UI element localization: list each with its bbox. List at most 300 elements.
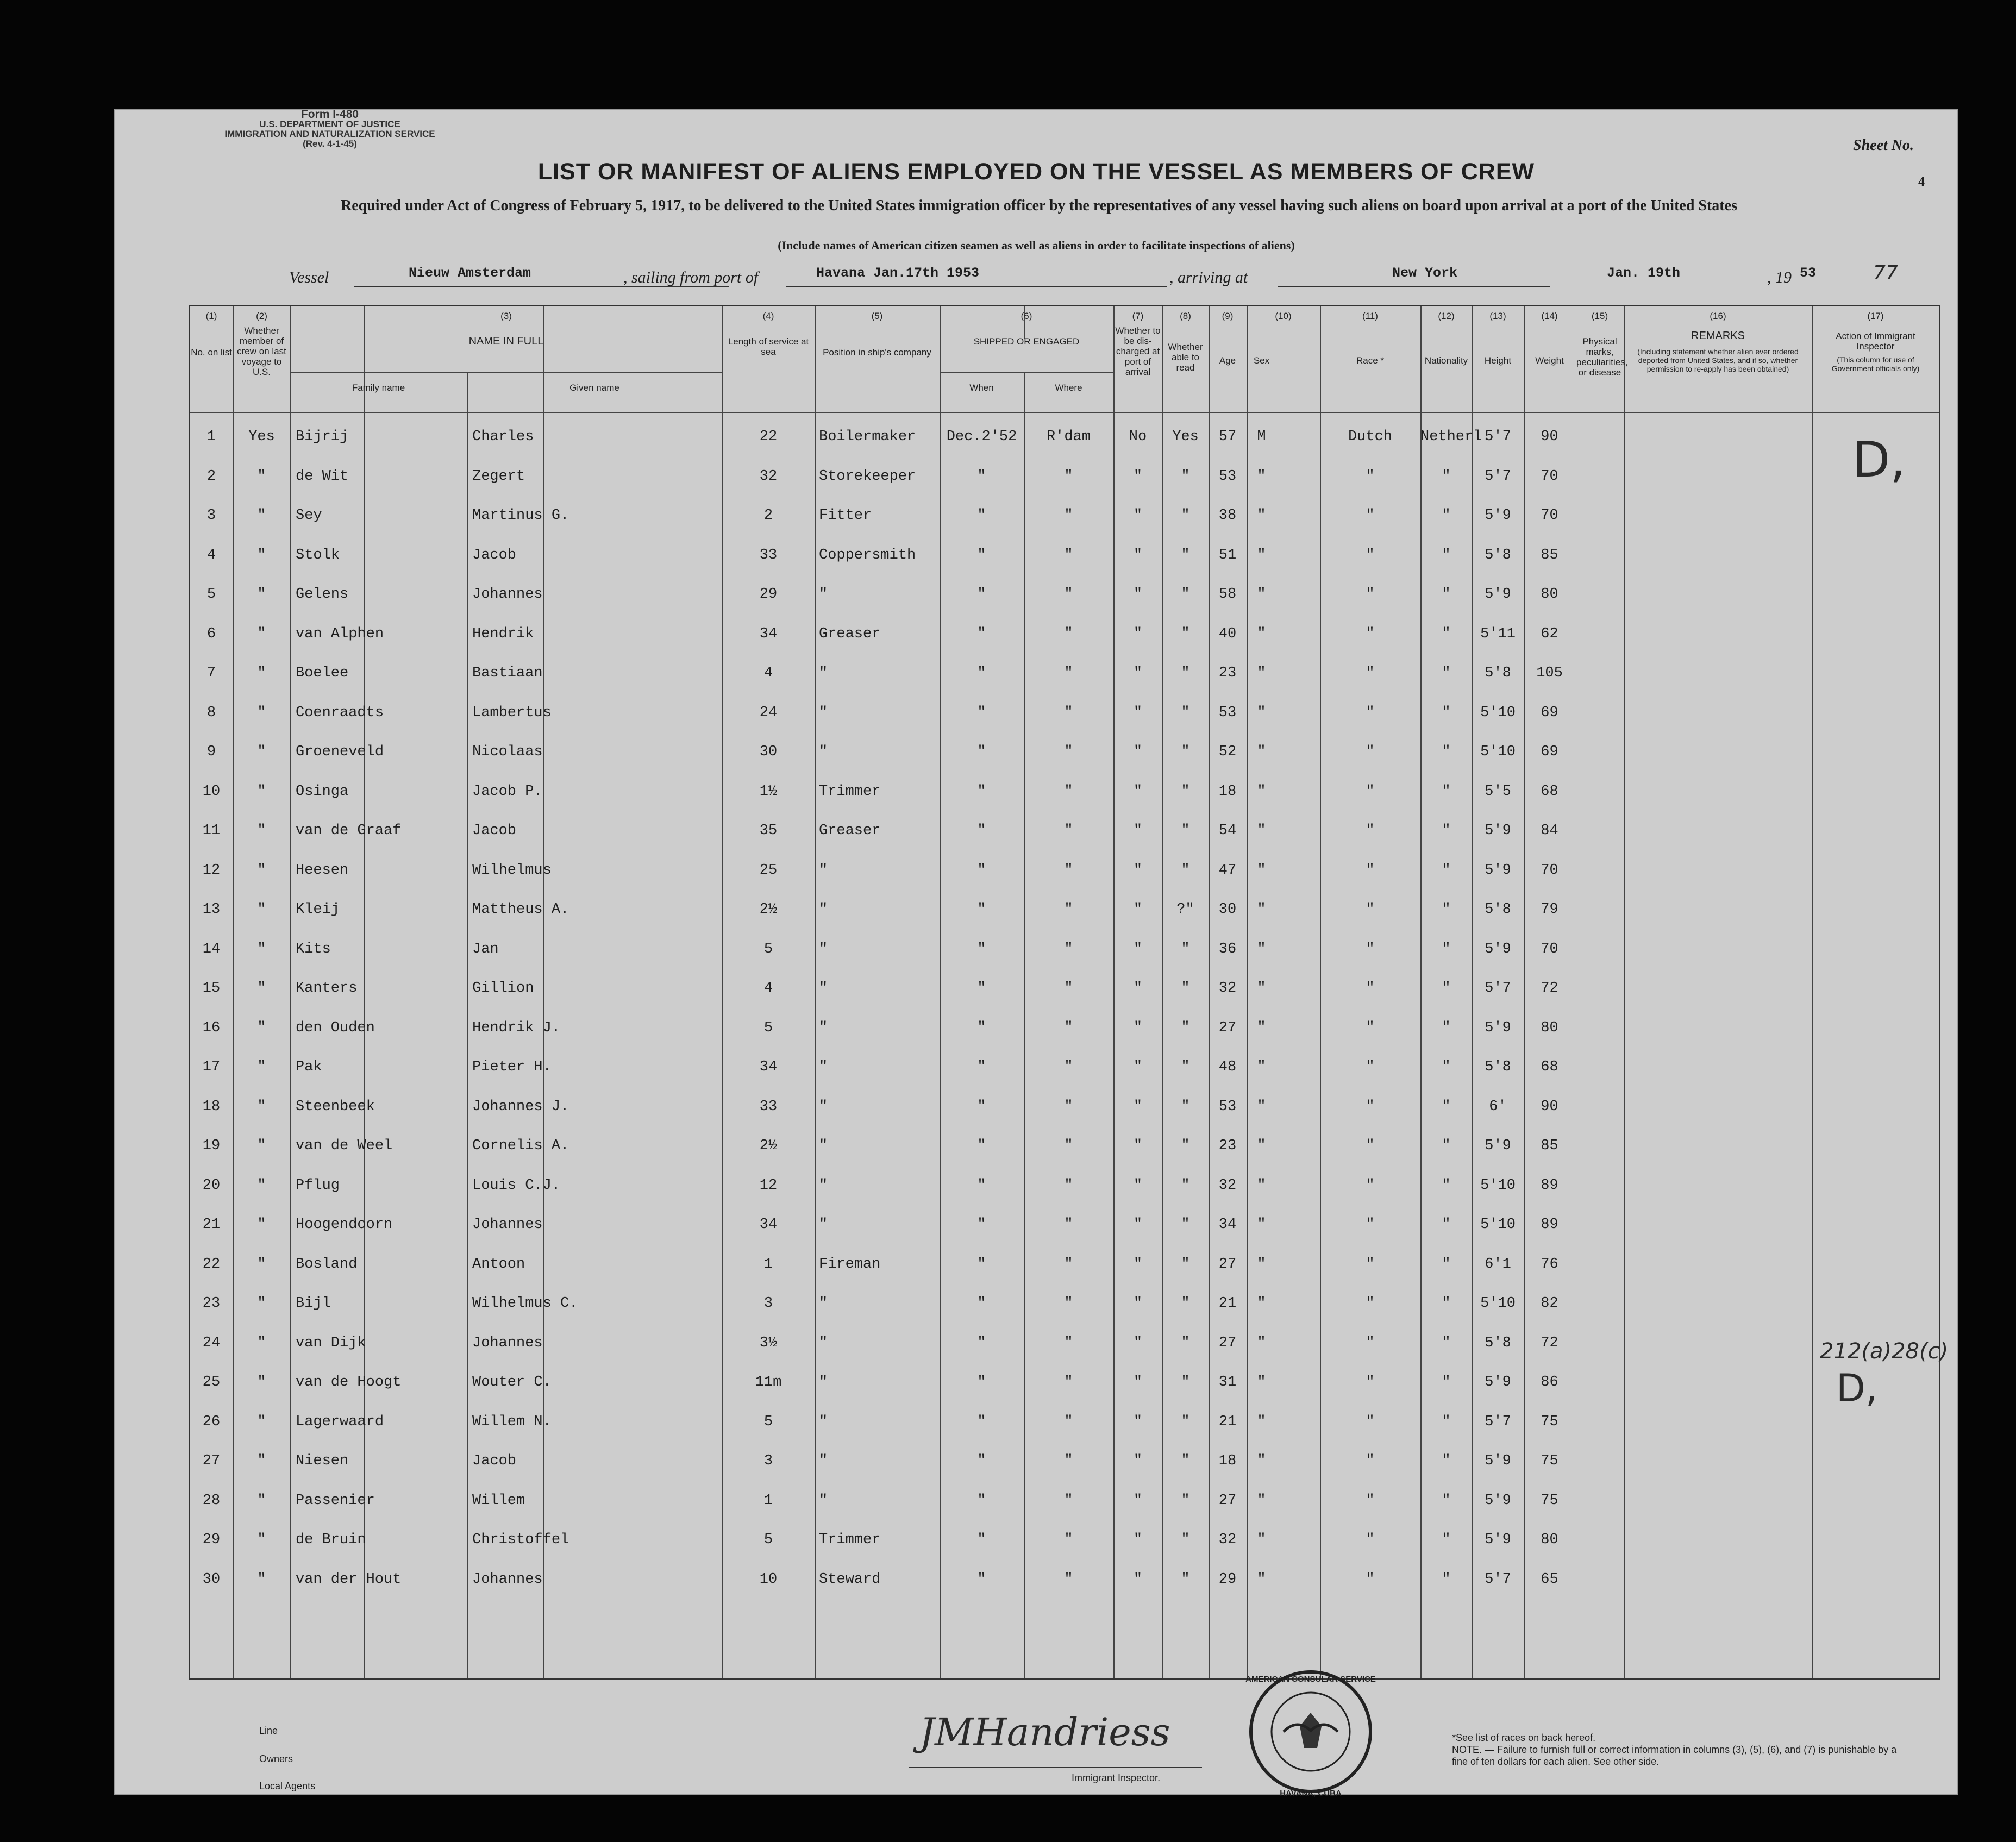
- cell-position: ": [819, 1059, 828, 1075]
- cell-family: Steenbeek: [296, 1098, 375, 1115]
- cell-weight: 72: [1541, 980, 1558, 997]
- cell-prev: ": [257, 625, 266, 642]
- cell-no: 27: [202, 1453, 221, 1469]
- cell-where: R'dam: [1046, 429, 1091, 445]
- table-row: [190, 1048, 1939, 1087]
- cell-service: 29: [759, 586, 778, 603]
- cell-race: ": [1366, 1256, 1375, 1273]
- cell-given: Mattheus A.: [472, 901, 569, 918]
- cell-discharge: ": [1133, 508, 1143, 524]
- cell-given: Jacob: [472, 1453, 517, 1469]
- cell-discharge: ": [1133, 1571, 1143, 1588]
- cell-race: ": [1366, 1492, 1375, 1509]
- cell-discharge: ": [1133, 823, 1143, 839]
- cell-position: ": [819, 744, 828, 760]
- cell-when: ": [977, 625, 986, 642]
- cell-given: Lambertus: [472, 704, 552, 721]
- cell-read: ": [1181, 1256, 1190, 1273]
- cell-position: Trimmer: [819, 1532, 881, 1548]
- cell-no: 14: [202, 941, 221, 957]
- cell-prev: ": [257, 1492, 266, 1509]
- cell-race: ": [1366, 862, 1375, 879]
- cell-service: 35: [759, 823, 778, 839]
- cell-read: ": [1181, 1532, 1190, 1548]
- cell-position: Fitter: [819, 508, 872, 524]
- arrival-year: 53: [1800, 265, 1817, 281]
- cell-height: 5'9: [1485, 1138, 1511, 1154]
- cell-where: ": [1064, 1059, 1073, 1075]
- document-title: LIST OR MANIFEST OF ALIENS EMPLOYED ON THE VESSEL AS MEMBERS OF CREW: [537, 159, 1535, 185]
- cell-sex: ": [1257, 1334, 1266, 1351]
- cell-sex: ": [1257, 1413, 1266, 1430]
- cell-discharge: ": [1133, 901, 1143, 918]
- col-15-number: (15): [1591, 311, 1608, 321]
- table-row: [190, 1088, 1939, 1127]
- cell-when: ": [977, 1295, 986, 1312]
- cell-prev: ": [257, 1098, 266, 1115]
- cell-given: Louis C.J.: [472, 1177, 561, 1194]
- cell-weight: 70: [1541, 508, 1558, 524]
- cell-family: van de Hoogt: [296, 1374, 402, 1390]
- cell-read: ": [1181, 1295, 1190, 1312]
- cell-age: 32: [1218, 1532, 1237, 1548]
- cell-where: ": [1064, 1492, 1073, 1509]
- cell-weight: 68: [1541, 1059, 1558, 1075]
- cell-race: ": [1366, 1059, 1375, 1075]
- handwritten-action-mark: D,: [1836, 1366, 1878, 1411]
- cell-nat: ": [1442, 1374, 1451, 1390]
- cell-where: ": [1064, 508, 1073, 524]
- cell-discharge: ": [1133, 468, 1143, 485]
- cell-weight: 70: [1541, 941, 1558, 957]
- cell-age: 23: [1218, 665, 1237, 681]
- cell-race: ": [1366, 1413, 1375, 1430]
- cell-discharge: ": [1133, 1019, 1143, 1036]
- cell-sex: ": [1257, 1492, 1266, 1509]
- cell-nat: ": [1442, 1138, 1451, 1154]
- col-age: Age: [1219, 355, 1236, 366]
- cell-where: ": [1064, 468, 1073, 485]
- cell-given: Antoon: [472, 1256, 525, 1273]
- cell-where: ": [1064, 1453, 1073, 1469]
- cell-read: ": [1181, 1453, 1190, 1469]
- cell-where: ": [1064, 586, 1073, 603]
- cell-service: 3: [763, 1453, 773, 1469]
- table-row: [190, 1521, 1939, 1560]
- cell-given: Wilhelmus C.: [472, 1295, 578, 1312]
- cell-given: Jacob: [472, 547, 517, 563]
- cell-discharge: ": [1133, 1334, 1143, 1351]
- cell-weight: 82: [1541, 1295, 1558, 1312]
- cell-race: ": [1366, 980, 1375, 997]
- cell-no: 13: [202, 901, 221, 918]
- col-no-on-list: No. on list: [191, 347, 232, 358]
- cell-no: 12: [202, 862, 221, 879]
- cell-prev: ": [257, 1334, 266, 1351]
- cell-weight: 70: [1541, 468, 1558, 485]
- cell-nat: ": [1442, 823, 1451, 839]
- cell-service: 1: [763, 1256, 773, 1273]
- cell-nat: ": [1442, 941, 1451, 957]
- col-4-number: (4): [762, 311, 774, 321]
- cell-age: 57: [1218, 429, 1237, 445]
- cell-no: 28: [202, 1492, 221, 1509]
- cell-age: 53: [1218, 704, 1237, 721]
- form-number: Form I-480: [300, 108, 359, 121]
- col-length-of-service: Length of service at sea: [728, 336, 809, 357]
- cell-prev: ": [257, 1059, 266, 1075]
- cell-race: ": [1366, 704, 1375, 721]
- cell-height: 5'9: [1485, 862, 1511, 879]
- cell-sex: ": [1257, 1019, 1266, 1036]
- cell-given: Martinus G.: [472, 508, 569, 524]
- cell-no: 16: [202, 1019, 221, 1036]
- cell-position: ": [819, 665, 828, 681]
- cell-given: Willem N.: [472, 1413, 552, 1430]
- cell-sex: ": [1257, 1256, 1266, 1273]
- cell-service: 5: [763, 1019, 773, 1036]
- cell-height: 5'9: [1485, 823, 1511, 839]
- cell-where: ": [1064, 1138, 1073, 1154]
- cell-nat: ": [1442, 1098, 1451, 1115]
- cell-height: 6': [1489, 1098, 1507, 1115]
- cell-sex: ": [1257, 586, 1266, 603]
- cell-position: Fireman: [819, 1256, 881, 1273]
- cell-discharge: ": [1133, 744, 1143, 760]
- cell-nat: Netherl.: [1420, 429, 1491, 445]
- cell-family: Pak: [296, 1059, 322, 1075]
- col-weight: Weight: [1535, 355, 1564, 366]
- cell-race: ": [1366, 744, 1375, 760]
- arrival-date: Jan. 19th: [1607, 265, 1681, 281]
- cell-family: Kanters: [296, 980, 358, 997]
- cell-height: 5'10: [1480, 744, 1516, 760]
- cell-weight: 86: [1541, 1374, 1558, 1390]
- cell-read: ": [1181, 468, 1190, 485]
- cell-service: 11m: [755, 1374, 782, 1390]
- cell-where: ": [1064, 1295, 1073, 1312]
- cell-weight: 84: [1541, 823, 1558, 839]
- col-3-number: (3): [500, 311, 512, 321]
- arrival-port: New York: [1392, 265, 1458, 281]
- cell-read: ": [1181, 980, 1190, 997]
- cell-age: 30: [1218, 901, 1237, 918]
- cell-nat: ": [1442, 1256, 1451, 1273]
- cell-service: 34: [759, 1217, 778, 1233]
- cell-when: ": [977, 980, 986, 997]
- cell-no: 19: [202, 1138, 221, 1154]
- arriving-label: , arriving at: [1169, 268, 1248, 286]
- cell-height: 5'11: [1480, 625, 1516, 642]
- cell-nat: ": [1442, 901, 1451, 918]
- cell-weight: 69: [1541, 704, 1558, 721]
- cell-weight: 68: [1541, 783, 1558, 800]
- cell-age: 48: [1218, 1059, 1237, 1075]
- col-1-number: (1): [205, 311, 217, 321]
- cell-prev: ": [257, 783, 266, 800]
- col-13-number: (13): [1489, 311, 1506, 321]
- cell-discharge: ": [1133, 1374, 1143, 1390]
- cell-discharge: ": [1133, 547, 1143, 563]
- cell-nat: ": [1442, 586, 1451, 603]
- cell-position: Storekeeper: [819, 468, 916, 485]
- col-shipped-engaged: SHIPPED OR ENGAGED: [973, 336, 1080, 347]
- cell-given: Charles: [472, 429, 534, 445]
- cell-where: ": [1064, 1413, 1073, 1430]
- cell-family: de Bruin: [296, 1532, 366, 1548]
- cell-nat: ": [1442, 1295, 1451, 1312]
- cell-nat: ": [1442, 625, 1451, 642]
- cell-no: 21: [202, 1217, 221, 1233]
- cell-no: 6: [206, 625, 216, 642]
- cell-age: 18: [1218, 1453, 1237, 1469]
- cell-weight: 80: [1541, 1532, 1558, 1548]
- form-identifier: [189, 110, 471, 149]
- cell-nat: ": [1442, 862, 1451, 879]
- cell-given: Jacob P.: [472, 783, 543, 800]
- cell-position: ": [819, 704, 828, 721]
- sheet-number: 4: [1918, 175, 1925, 189]
- cell-where: ": [1064, 1098, 1073, 1115]
- col-when: When: [969, 383, 994, 393]
- col-16-number: (16): [1710, 311, 1726, 321]
- cell-service: 3: [763, 1295, 773, 1312]
- cell-height: 5'8: [1485, 1059, 1511, 1075]
- cell-prev: ": [257, 468, 266, 485]
- table-row: [190, 930, 1939, 969]
- col-action-note: (This column for use of Government officials only): [1831, 355, 1920, 373]
- cell-position: Coppersmith: [819, 547, 916, 563]
- cell-race: ": [1366, 468, 1375, 485]
- cell-prev: ": [257, 1571, 266, 1588]
- cell-family: Groeneveld: [296, 744, 384, 760]
- cell-service: 1½: [759, 783, 778, 800]
- cell-weight: 90: [1541, 1098, 1558, 1115]
- cell-when: ": [977, 468, 986, 485]
- cell-discharge: ": [1133, 980, 1143, 997]
- cell-given: Johannes: [472, 1334, 543, 1351]
- cell-race: ": [1366, 1453, 1375, 1469]
- cell-read: ": [1181, 1098, 1190, 1115]
- consular-stamp: [1245, 1666, 1376, 1797]
- col-previous-voyage: Whether member of crew on last voyage to U.S.: [237, 325, 286, 377]
- cell-height: 5'10: [1480, 704, 1516, 721]
- cell-prev: ": [257, 1532, 266, 1548]
- cell-race: ": [1366, 508, 1375, 524]
- cell-nat: ": [1442, 1532, 1451, 1548]
- cell-height: 5'9: [1485, 1492, 1511, 1509]
- cell-nat: ": [1442, 1217, 1451, 1233]
- cell-height: 5'9: [1485, 941, 1511, 957]
- cell-nat: ": [1442, 508, 1451, 524]
- cell-read: ": [1181, 586, 1190, 603]
- cell-where: ": [1064, 625, 1073, 642]
- col-sex: Sex: [1253, 355, 1270, 366]
- cell-position: ": [819, 1177, 828, 1194]
- cell-service: 30: [759, 744, 778, 760]
- cell-family: van der Hout: [296, 1571, 402, 1588]
- cell-age: 34: [1218, 1217, 1237, 1233]
- cell-read: ": [1181, 1374, 1190, 1390]
- table-row: [190, 497, 1939, 536]
- cell-nat: ": [1442, 1453, 1451, 1469]
- cell-position: ": [819, 1374, 828, 1390]
- cell-position: ": [819, 1019, 828, 1036]
- cell-height: 5'10: [1480, 1217, 1516, 1233]
- cell-sex: ": [1257, 901, 1266, 918]
- cell-position: ": [819, 1453, 828, 1469]
- cell-when: ": [977, 1532, 986, 1548]
- table-row: [190, 654, 1939, 693]
- cell-when: ": [977, 586, 986, 603]
- cell-when: ": [977, 1019, 986, 1036]
- cell-when: ": [977, 862, 986, 879]
- cell-family: Kleij: [296, 901, 340, 918]
- table-row: [190, 1167, 1939, 1206]
- cell-prev: ": [257, 1138, 266, 1154]
- vessel-label: Vessel: [289, 268, 329, 286]
- cell-height: 5'7: [1485, 1571, 1511, 1588]
- table-row: [190, 1403, 1939, 1442]
- table-row: [190, 1482, 1939, 1521]
- cell-sex: M: [1257, 429, 1266, 445]
- crew-table: [189, 305, 1949, 1680]
- cell-no: 11: [202, 823, 221, 839]
- cell-when: ": [977, 941, 986, 957]
- cell-discharge: ": [1133, 1217, 1143, 1233]
- cell-discharge: ": [1133, 783, 1143, 800]
- cell-no: 8: [206, 704, 216, 721]
- cell-age: 36: [1218, 941, 1237, 957]
- cell-service: 4: [763, 980, 773, 997]
- cell-when: ": [977, 1413, 986, 1430]
- cell-family: Kits: [296, 941, 331, 957]
- cell-nat: ": [1442, 783, 1451, 800]
- cell-prev: ": [257, 704, 266, 721]
- col-family-name: Family name: [352, 383, 405, 393]
- col-6-number: (6): [1020, 311, 1032, 321]
- cell-position: ": [819, 1492, 828, 1509]
- cell-prev: ": [257, 508, 266, 524]
- cell-discharge: ": [1133, 1492, 1143, 1509]
- cell-discharge: ": [1133, 1059, 1143, 1075]
- cell-height: 5'7: [1485, 429, 1511, 445]
- cell-position: Greaser: [819, 823, 881, 839]
- cell-sex: ": [1257, 1059, 1266, 1075]
- cell-prev: ": [257, 980, 266, 997]
- cell-family: Bosland: [296, 1256, 358, 1273]
- col-action-inspector: Action of Immigrant Inspector: [1836, 331, 1915, 352]
- cell-when: ": [977, 508, 986, 524]
- cell-age: 47: [1218, 862, 1237, 879]
- cell-no: 17: [202, 1059, 221, 1075]
- cell-weight: 62: [1541, 625, 1558, 642]
- cell-family: Bijl: [296, 1295, 331, 1312]
- cell-family: Pflug: [296, 1177, 340, 1194]
- cell-prev: ": [257, 901, 266, 918]
- cell-age: 27: [1218, 1019, 1237, 1036]
- table-row: [190, 1561, 1939, 1600]
- cell-where: ": [1064, 1019, 1073, 1036]
- cell-read: ": [1181, 1059, 1190, 1075]
- cell-sex: ": [1257, 1374, 1266, 1390]
- cell-race: ": [1366, 1295, 1375, 1312]
- cell-service: 34: [759, 625, 778, 642]
- cell-sex: ": [1257, 1532, 1266, 1548]
- cell-sex: ": [1257, 547, 1266, 563]
- department: U.S. DEPARTMENT OF JUSTICE: [259, 119, 400, 129]
- cell-sex: ": [1257, 862, 1266, 879]
- manifest-sheet: [114, 108, 1958, 1798]
- cell-sex: ": [1257, 704, 1266, 721]
- cell-no: 26: [202, 1413, 221, 1430]
- cell-read: ": [1181, 1217, 1190, 1233]
- table-row: [190, 851, 1939, 891]
- cell-nat: ": [1442, 980, 1451, 997]
- footer-notes: [1452, 1732, 1898, 1768]
- cell-prev: ": [257, 1177, 266, 1194]
- cell-nat: ": [1442, 1492, 1451, 1509]
- cell-read: ": [1181, 1413, 1190, 1430]
- cell-sex: ": [1257, 783, 1266, 800]
- cell-when: ": [977, 901, 986, 918]
- cell-weight: 89: [1541, 1177, 1558, 1194]
- cell-race: ": [1366, 547, 1375, 563]
- cell-height: 5'10: [1480, 1177, 1516, 1194]
- cell-age: 32: [1218, 980, 1237, 997]
- col-17-number: (17): [1867, 311, 1884, 321]
- cell-sex: ": [1257, 980, 1266, 997]
- cell-weight: 85: [1541, 547, 1558, 563]
- cell-position: ": [819, 862, 828, 879]
- cell-race: Dutch: [1348, 429, 1392, 445]
- cell-height: 5'9: [1485, 508, 1511, 524]
- owners-label: Owners: [259, 1753, 293, 1764]
- cell-age: 21: [1218, 1413, 1237, 1430]
- cell-position: ": [819, 586, 828, 603]
- cell-nat: ": [1442, 744, 1451, 760]
- cell-position: ": [819, 1138, 828, 1154]
- cell-when: ": [977, 1571, 986, 1588]
- cell-age: 38: [1218, 508, 1237, 524]
- cell-weight: 69: [1541, 744, 1558, 760]
- cell-prev: ": [257, 1453, 266, 1469]
- form-revision: (Rev. 4-1-45): [303, 139, 357, 149]
- port-line: [786, 286, 1167, 287]
- cell-age: 21: [1218, 1295, 1237, 1312]
- cell-sex: ": [1257, 1138, 1266, 1154]
- table-row: [190, 1285, 1939, 1324]
- cell-read: ": [1181, 508, 1190, 524]
- cell-no: 29: [202, 1532, 221, 1548]
- table-row: [190, 1324, 1939, 1363]
- cell-race: ": [1366, 783, 1375, 800]
- cell-discharge: ": [1133, 941, 1143, 957]
- cell-height: 5'9: [1485, 1532, 1511, 1548]
- table-row: [190, 1127, 1939, 1166]
- cell-service: 2½: [759, 1138, 778, 1154]
- cell-age: 32: [1218, 1177, 1237, 1194]
- cell-sex: ": [1257, 744, 1266, 760]
- cell-weight: 105: [1536, 665, 1563, 681]
- cell-height: 5'8: [1485, 547, 1511, 563]
- table-row: [190, 694, 1939, 733]
- col-14-number: (14): [1541, 311, 1558, 321]
- cell-prev: ": [257, 547, 266, 563]
- line-label: Line: [259, 1725, 278, 1736]
- table-row: [190, 458, 1939, 497]
- cell-height: 5'7: [1485, 1413, 1511, 1430]
